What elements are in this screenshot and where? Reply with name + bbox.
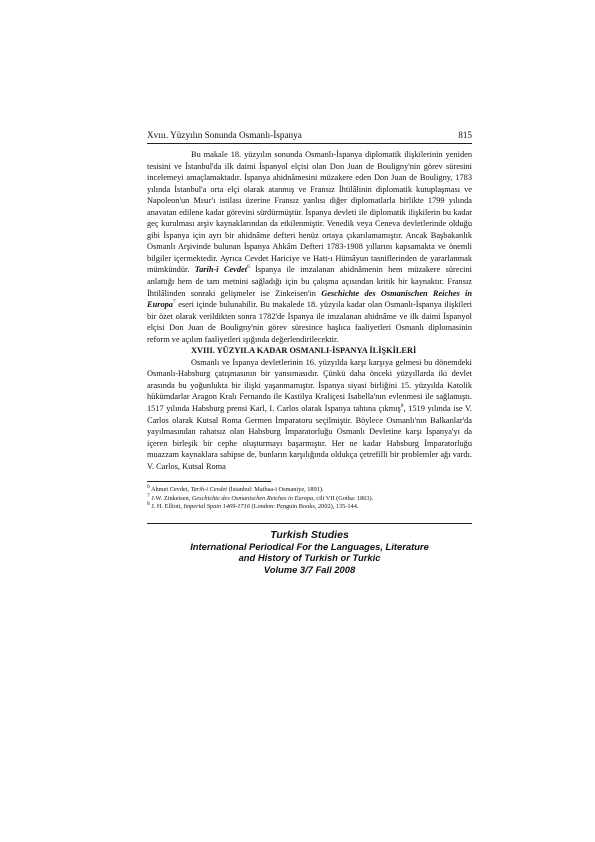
- journal-title: Turkish Studies: [270, 528, 349, 541]
- text-run: Bu makale 18. yüzyılın sonunda Osmanlı-İspanya diplomatik ilişkilerinin yeniden tesisini ve İstanbul'da ilk daimi İspanyol elçisi olan Don Juan de Bouligny'nin görev süresini incelemeyi amaçlamaktadır. İspanya ahidnâmesini müzakere eden Don Juan de Bouligny, 1783 yılında İstanbul'a orta elçi olarak atanmış ve Fransız İhtilâlinin diplomatik kutuplaşması ve Napoleon'un Mısır'ı istilası üzerine Fransız yanlısı diğer diplomatlarla birlikte 1799 yılında anavatan edilene kadar görevini sürdürmüştür. İspanya devleti ile diplomatik ilişkilerin bu kadar geç kurulması arşiv kaynaklarından da etkilenmiştir. Venedik veya Ceneva devletlerinde olduğu gibi İspanya için ayrı bir ahidnâme defteri henüz ortaya çıkarılamamıştır. Ancak Başbakanlık Osmanlı Arşivinde bulunan İspanya Ahkâm Defteri 1783-1908 yıllarını kapsamakta ve önemli bilgiler içermektedir. Ayrıca Cevdet Hariciye ve Hatt-ı Hümâyun tasniflerinden de yararlanmak mümkündür.: [147, 150, 472, 275]
- footnote-number: 8: [147, 500, 150, 507]
- text-run: , 1519 yılında ise V. Carlos olarak Kutsal Roma Germen İmparatoru seçilmiştir. Böylece Osmanlı'nın Balkanlar'da yayılmasından rahatsız olan Habsburg İmparatorluğu Osmanlı Devletine karşı İspanya'yı da içeren birleşik bir cephe oluşturmayı başarmıştır. Her ne kadar Habsburg İmparatorluğu muazzam kaynaklara sahipse de, bunların karşılığında oldukça çetrefilli bir problemler ağı vardı. V. Carlos, Kutsal Roma: [147, 404, 472, 471]
- footnote-text: (London: Penguin Books, 2002), 135-144.: [249, 502, 359, 510]
- footnote-italic: Geschichte des Osmanischen Reiches in Europa,: [191, 494, 315, 502]
- footnote-text: Ahmet Cevdet,: [149, 486, 191, 494]
- text-run: eseri içinde bulunabilir. Bu makalede 18. yüzyıla kadar olan Osmanlı-İspanya ilişkileri bir özet olarak verildikten sonra 1782'de İspanya ile imzalanan ahidnâme ve ilk daimi İspanyol elçisi Don Juan de Bouligny'nin görev süresince başlıca faaliyetleri Osmanlı diplomasinin reform ve açılım faaliyetleri ışığında değerlendirilecektir.: [147, 300, 472, 344]
- footnote-separator: [147, 481, 271, 482]
- italic-title: Tarih-i Cevdet: [194, 265, 248, 275]
- footnote-ref-6[interactable]: 6: [247, 264, 250, 271]
- footnote-text: (İstanbul: Matbaa-i Osmaniye, 1891).: [227, 486, 324, 494]
- document-page: [147, 130, 472, 575]
- paragraph-relations: [147, 357, 472, 472]
- text-run: İspanya ile imzalanan ahidnâmenin hem müzakere sürecini anlattığı hem de tam metnini sağladığı için bu çalışma açısından kritik bir kaynaktır. Fransız İhtilâlinden sonraki gelişmeler ise Zinkeisen'in: [147, 265, 472, 298]
- footnote-ref-7[interactable]: 7: [172, 299, 176, 306]
- section-heading: XVIII. YÜZYILA KADAR OSMANLI-İSPANYA İLİŞKİLERİ: [191, 346, 417, 356]
- italic-title: Geschichte des Osmanischen Reiches in Europa: [147, 288, 472, 310]
- text-run: Osmanlı ve İspanya devletlerinin 16. yüzyılda karşı karşıya gelmesi bu dönemdeki Osmanlı-Habsburg çatışmasının bir yansımasıdır. Çünkü daha önceki yüzyıllarda iki devlet arasında bu yoğunlukta bir ilişki yaşanmamıştır. İspanya siyasi birliğini 15. yüzyılda Katolik hükümdarlar Aragon Kralı Fernando ile Kastilya Kraliçesi Isabella'nın evlenmesi ile sağlamıştı. 1517 yılında Habsburg prensi Karl, I. Carlos olarak İspanya tahtına çıkmış: [147, 357, 472, 414]
- journal-footer: [147, 523, 472, 575]
- journal-subtitle-line-2: and History of Turkish or Turkic: [238, 552, 381, 564]
- journal-volume: Volume 3/7 Fall 2008: [263, 563, 356, 575]
- footnote-ref-8[interactable]: 8: [400, 403, 404, 410]
- footnote-text: J.W. Zinkeisen,: [149, 494, 192, 502]
- footnote-8: [147, 500, 472, 511]
- footnote-6: [147, 486, 472, 494]
- footnote-italic: Imperial Spain 1469-1716: [183, 502, 250, 510]
- running-header: [147, 130, 472, 144]
- body-text: [147, 149, 472, 472]
- footnote-number: 7: [147, 492, 150, 499]
- journal-subtitle-line-1: International Periodical For the Languages, Literature: [190, 540, 429, 552]
- footnote-italic: Tarih-i Cevdet: [190, 486, 228, 494]
- paragraph-introduction: [147, 149, 472, 345]
- footnote-7: [147, 492, 472, 503]
- page-number: 815: [458, 130, 472, 140]
- footnote-text: J. H. Elliott,: [149, 502, 184, 510]
- running-header-title: Xvııı. Yüzyılın Sonunda Osmanlı-İspanya: [147, 130, 302, 140]
- footnotes: [147, 486, 472, 511]
- footnote-number: 6: [147, 484, 150, 491]
- footnote-text: cilt VII (Gotha: 1863).: [314, 494, 374, 502]
